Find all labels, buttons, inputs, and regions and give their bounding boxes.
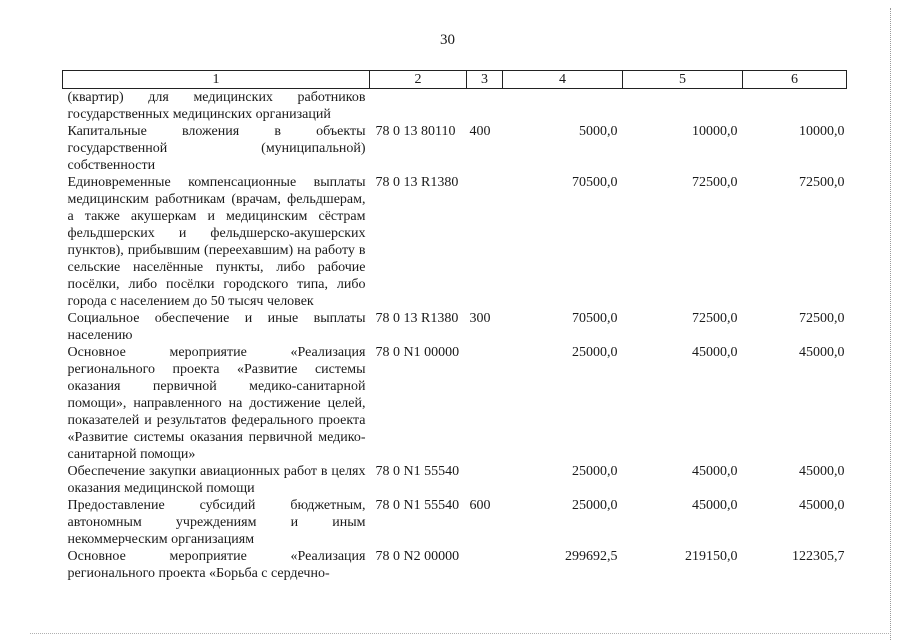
row-type	[467, 463, 503, 497]
row-name: Основное мероприятие «Реализация регионального проекта «Развитие системы оказания первичной медико-санитарной помощи», направленного на достижение целей, показателей и результатов федерального проекта «Развитие системы оказания первичной медико-санитарной помощи»	[67, 345, 366, 462]
row-code: 78 0 13 80110	[375, 124, 456, 139]
page-edge-bottom	[30, 633, 891, 634]
row-value-4: 299692,5	[565, 549, 618, 564]
header-col-5: 5	[623, 71, 743, 89]
table-row	[63, 548, 847, 582]
row-type	[467, 344, 503, 463]
header-col-4: 4	[503, 71, 623, 89]
table-row	[63, 463, 847, 497]
page-edge-right	[890, 8, 891, 640]
row-type: 300	[469, 311, 491, 326]
row-value-5: 219150,0	[685, 549, 738, 564]
row-code: 78 0 N1 00000	[375, 345, 460, 360]
row-name: Социальное обеспечение и иные выплаты населению	[67, 311, 366, 343]
header-col-1: 1	[63, 71, 370, 89]
row-name: Предоставление субсидий бюджетным, автономным учреждениям и иным некоммерческим организациям	[67, 498, 366, 547]
row-value-4: 25000,0	[572, 498, 618, 513]
row-value-6: 45000,0	[799, 345, 845, 360]
row-type	[467, 548, 503, 582]
row-name: Капитальные вложения в объекты государственной (муниципальной) собственности	[67, 124, 366, 173]
row-type	[467, 89, 503, 124]
row-value-4: 70500,0	[572, 311, 618, 326]
row-value-6	[743, 89, 847, 124]
row-value-6: 10000,0	[799, 124, 845, 139]
row-value-5: 45000,0	[692, 464, 738, 479]
table-row	[63, 123, 847, 174]
row-value-5: 72500,0	[692, 175, 738, 190]
row-value-4: 25000,0	[572, 345, 618, 360]
header-row	[63, 71, 847, 89]
row-value-5: 45000,0	[692, 345, 738, 360]
row-name: (квартир) для медицинских работников государственных медицинских организаций	[67, 90, 366, 122]
row-code: 78 0 N2 00000	[375, 549, 460, 564]
row-value-6: 122305,7	[792, 549, 845, 564]
row-name: Единовременные компенсационные выплаты медицинским работникам (врачам, фельдшерам, а также акушеркам и медицинским сёстрам фельдшерских и фельдшерско-акушерских пунктов), прибывшим (переехавшим) на работу в сельские населённые пункты, либо рабочие посёлки, либо посёлки городского типа, либо города с населением до 50 тысяч человек	[67, 175, 366, 309]
row-value-6: 45000,0	[799, 498, 845, 513]
row-code	[370, 89, 467, 124]
header-col-3: 3	[467, 71, 503, 89]
row-code: 78 0 13 R1380	[375, 311, 459, 326]
row-value-5: 45000,0	[692, 498, 738, 513]
row-value-4: 5000,0	[579, 124, 618, 139]
table-body	[63, 89, 847, 583]
row-value-5: 10000,0	[692, 124, 738, 139]
row-code: 78 0 13 R1380	[375, 175, 459, 190]
row-type: 400	[469, 124, 491, 139]
table-row	[63, 497, 847, 548]
row-value-6: 72500,0	[799, 311, 845, 326]
budget-table	[62, 70, 847, 582]
table-row	[63, 310, 847, 344]
header-col-2: 2	[370, 71, 467, 89]
row-code: 78 0 N1 55540	[375, 498, 460, 513]
row-type	[467, 174, 503, 310]
page-number: 30	[440, 32, 455, 48]
table-header	[63, 71, 847, 89]
row-value-4	[503, 89, 623, 124]
row-code: 78 0 N1 55540	[375, 464, 460, 479]
row-value-6: 72500,0	[799, 175, 845, 190]
row-name: Основное мероприятие «Реализация регионального проекта «Борьба с сердечно-	[67, 549, 366, 581]
table-row	[63, 89, 847, 124]
header-col-6: 6	[743, 71, 847, 89]
row-value-4: 70500,0	[572, 175, 618, 190]
row-name: Обеспечение закупки авиационных работ в целях оказания медицинской помощи	[67, 464, 366, 496]
table-row	[63, 174, 847, 310]
row-value-4: 25000,0	[572, 464, 618, 479]
row-value-5	[623, 89, 743, 124]
row-value-6: 45000,0	[799, 464, 845, 479]
table-row	[63, 344, 847, 463]
row-value-5: 72500,0	[692, 311, 738, 326]
row-type: 600	[469, 498, 491, 513]
